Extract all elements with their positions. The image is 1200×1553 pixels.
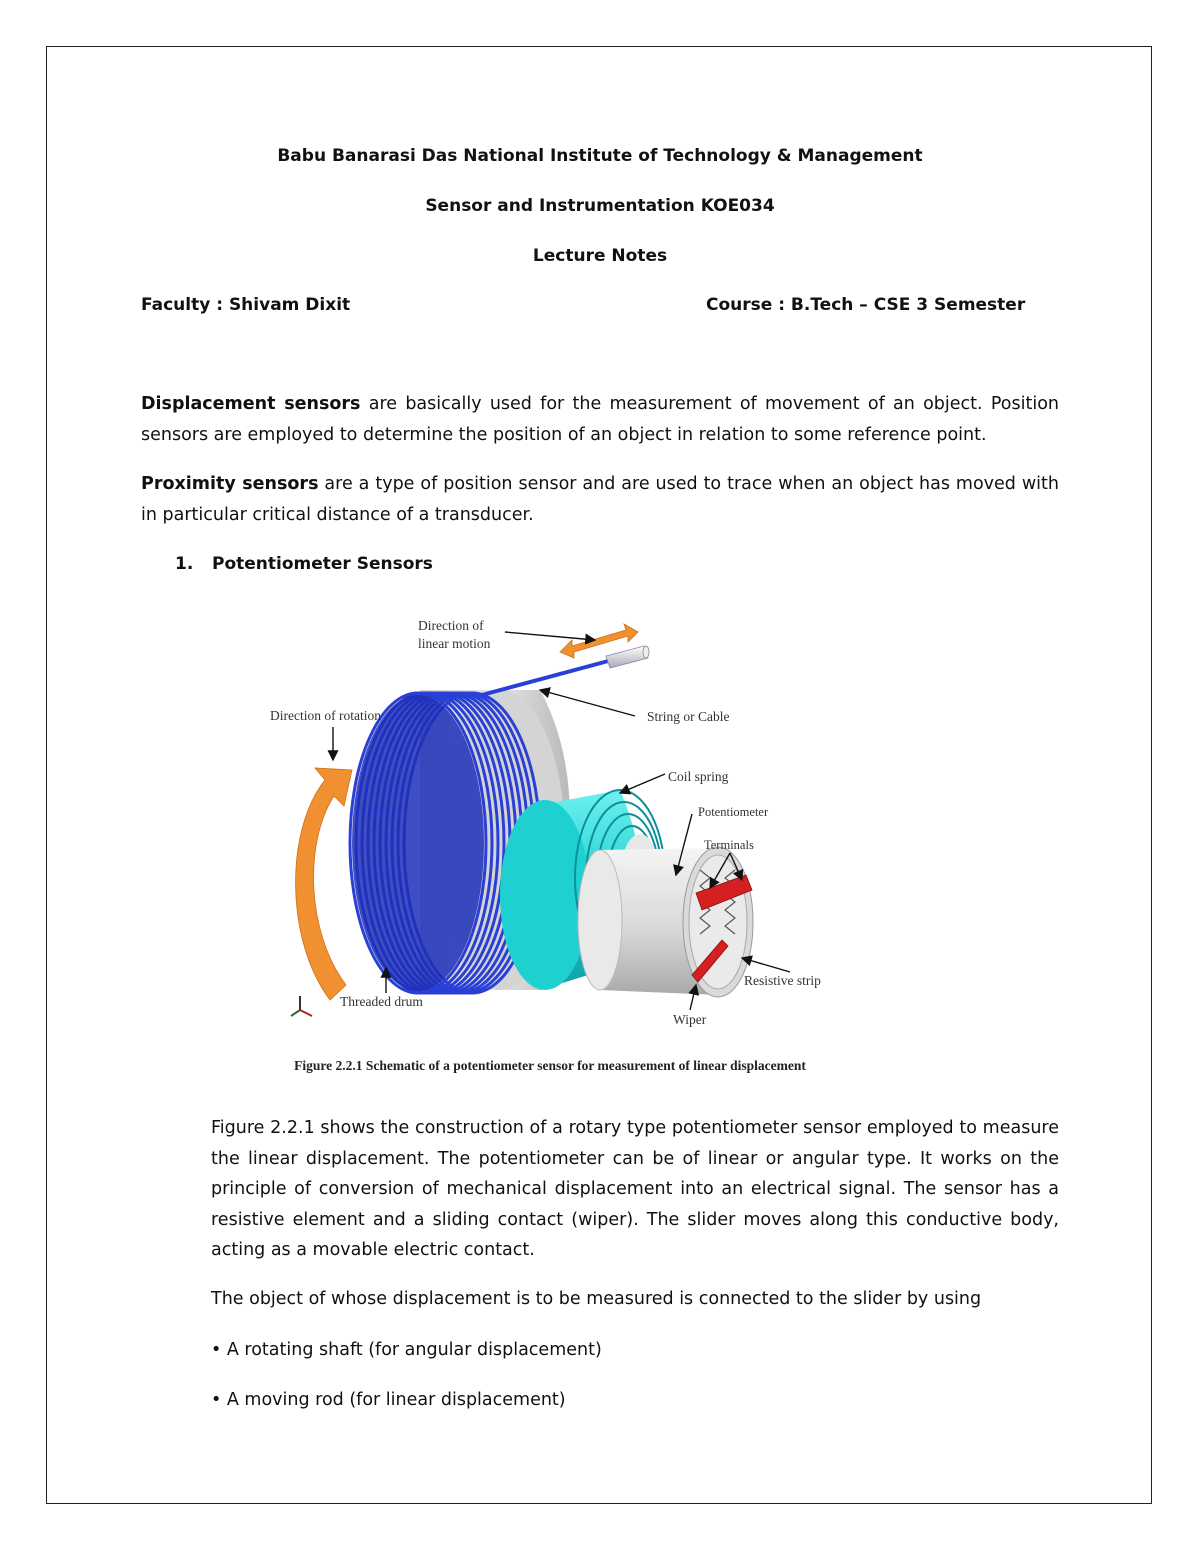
label-potentiometer: Potentiometer bbox=[698, 805, 769, 819]
label-direction-rotation: Direction of rotation bbox=[270, 708, 381, 723]
axis-triad-icon bbox=[291, 996, 312, 1016]
course-line: Course : B.Tech – CSE 3 Semester bbox=[706, 295, 1026, 315]
label-resistive-strip: Resistive strip bbox=[744, 973, 821, 988]
drum-face bbox=[352, 695, 484, 991]
label-wiper: Wiper bbox=[673, 1012, 707, 1027]
course-title: Sensor and Instrumentation KOE034 bbox=[425, 196, 775, 216]
faculty-line: Faculty : Shivam Dixit bbox=[141, 295, 351, 315]
label-direction-linear-2: linear motion bbox=[418, 636, 491, 651]
doc-type: Lecture Notes bbox=[532, 246, 668, 266]
label-terminals: Terminals bbox=[704, 838, 754, 852]
proximity-text: are a type of position sensor and are used to trace when an object has moved with in particular critical distance of a transducer. bbox=[141, 474, 1059, 525]
potentiometer-body bbox=[578, 847, 753, 997]
rotation-arrow bbox=[296, 768, 352, 1000]
bullet-moving-rod: • A moving rod (for linear displacement) bbox=[211, 1390, 566, 1410]
term-displacement-sensors: Displacement sensors bbox=[141, 394, 361, 414]
label-string-cable: String or Cable bbox=[647, 709, 730, 724]
string-cable bbox=[478, 660, 612, 696]
cable-rod bbox=[606, 646, 649, 668]
figure-caption: Figure 2.2.1 Schematic of a potentiometer sensor for measurement of linear displacement bbox=[294, 1058, 806, 1073]
term-proximity-sensors: Proximity sensors bbox=[141, 474, 319, 494]
displacement-text: are basically used for the measurement of movement of an object. Position sensors are employed to determine the position of an object in relation to some reference point. bbox=[141, 394, 1059, 445]
label-coil-spring: Coil spring bbox=[668, 769, 729, 784]
section-number: 1. bbox=[175, 554, 194, 574]
potentiometer-figure bbox=[255, 605, 855, 1035]
bullet-rotating-shaft: • A rotating shaft (for angular displacement) bbox=[211, 1340, 602, 1360]
object-connection-paragraph: The object of whose displacement is to be measured is connected to the slider by using bbox=[211, 1289, 982, 1309]
figure-description-paragraph: Figure 2.2.1 shows the construction of a rotary type potentiometer sensor employed to measure the linear displacement. The potentiometer can be of linear or angular type. It works on the principle of conversion of mechanical displacement into an electrical signal. The sensor has a resistive element and a sliding contact (wiper). The slider moves along this conductive body, acting as a movable electric contact. bbox=[211, 1118, 1059, 1260]
section-title: Potentiometer Sensors bbox=[212, 554, 433, 574]
intro-paragraph-displacement bbox=[141, 389, 1059, 451]
institute-name: Babu Banarasi Das National Institute of Technology & Management bbox=[277, 146, 923, 166]
label-direction-linear-1: Direction of bbox=[418, 618, 484, 633]
intro-paragraph-proximity bbox=[141, 469, 1059, 531]
section-heading bbox=[175, 554, 433, 574]
label-threaded-drum: Threaded drum bbox=[340, 994, 423, 1009]
